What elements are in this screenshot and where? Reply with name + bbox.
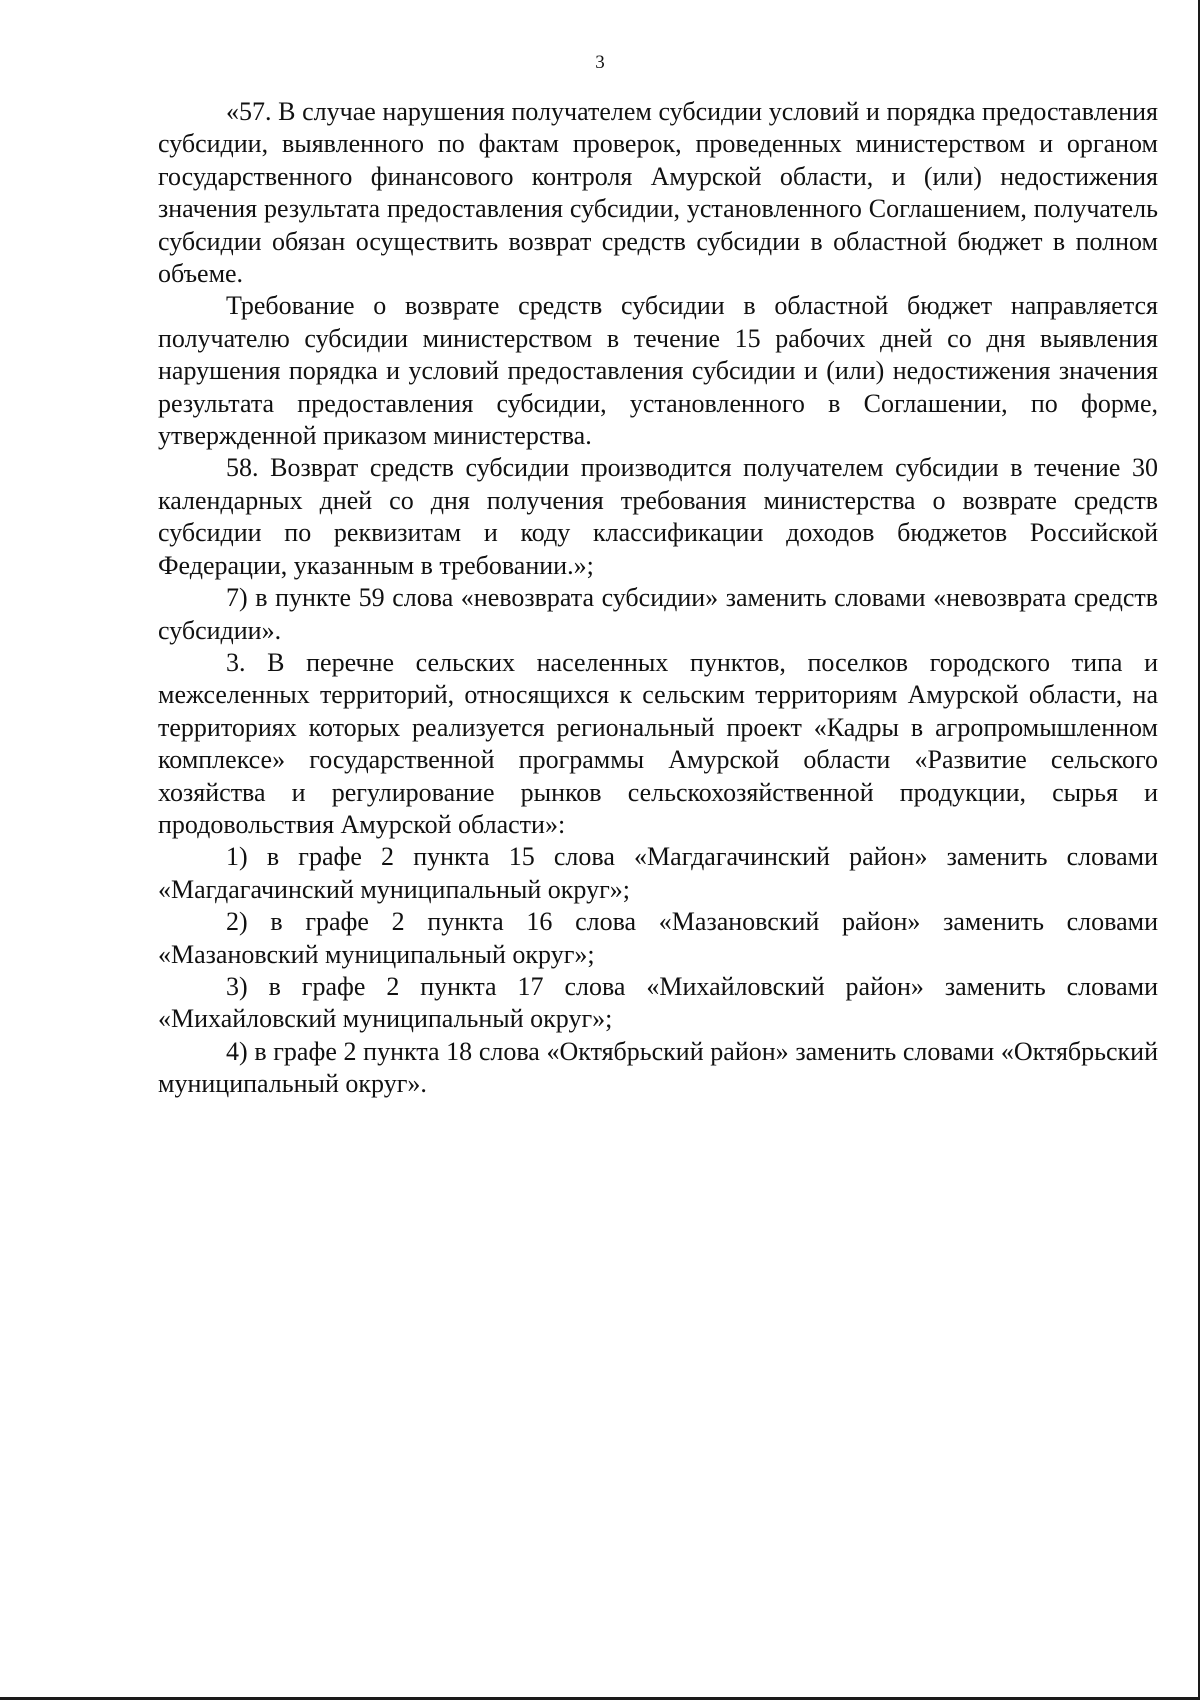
paragraph-item-7: 7) в пункте 59 слова «невозврата субсидии» заменить словами «невозврата средств субсидии». xyxy=(158,583,1158,645)
paragraph-refund-requirement: Требование о возврате средств субсидии в областной бюджет направляется получателю субсидии министерством в течение 15 рабочих дней со дня выявления нарушения порядка и условий предоставления субсидии и (или) недостижения значения результата предоставления субсидии, установленного в Соглашении, по форме, утвержденной приказом министерства. xyxy=(158,291,1158,451)
paragraph-subitem-3: 3) в графе 2 пункта 17 слова «Михайловский район» заменить словами «Михайловский муниципальный округ»; xyxy=(158,971,1158,1034)
paragraph-57: «57. В случае нарушения получателем субсидии условий и порядка предоставления субсидии, выявленного по фактам проверок, проведенных министерством и органом государственного финансового контроля Амурской области, и (или) недостижения значения результата предоставления субсидии, установленного Соглашением, получатель субсидии обязан осуществить возврат средств субсидии в областной бюджет в полном объеме. xyxy=(158,97,1158,289)
document-body xyxy=(158,96,1158,1101)
paragraph-subitem-2: 2) в графе 2 пункта 16 слова «Мазановский район» заменить словами «Мазановский муниципальный округ»; xyxy=(158,907,1158,969)
paragraph-subitem-1: 1) в графе 2 пункта 15 слова «Магдагачинский район» заменить словами «Магдагачинский муниципальный округ»; xyxy=(158,842,1158,904)
paragraph-subitem-4: 4) в графе 2 пункта 18 слова «Октябрьский район» заменить словами «Октябрьский муниципальный округ». xyxy=(158,1036,1158,1099)
paragraph-58: 58. Возврат средств субсидии производится получателем субсидии в течение 30 календарных дней со дня получения требования министерства о возврате средств субсидии по реквизитам и коду классификации доходов бюджетов Российской Федерации, указанным в требовании.»; xyxy=(158,453,1158,580)
paragraph-section-3: 3. В перечне сельских населенных пунктов, поселков городского типа и межселенных территорий, относящихся к сельским территориям Амурской области, на территориях которых реализуется региональный проект «Кадры в агропромышленном комплексе» государственной программы Амурской области «Развитие сельского хозяйства и регулирование рынков сельскохозяйственной продукции, сырья и продовольствия Амурской области»: xyxy=(158,647,1158,839)
page-number: 3 xyxy=(595,52,605,73)
